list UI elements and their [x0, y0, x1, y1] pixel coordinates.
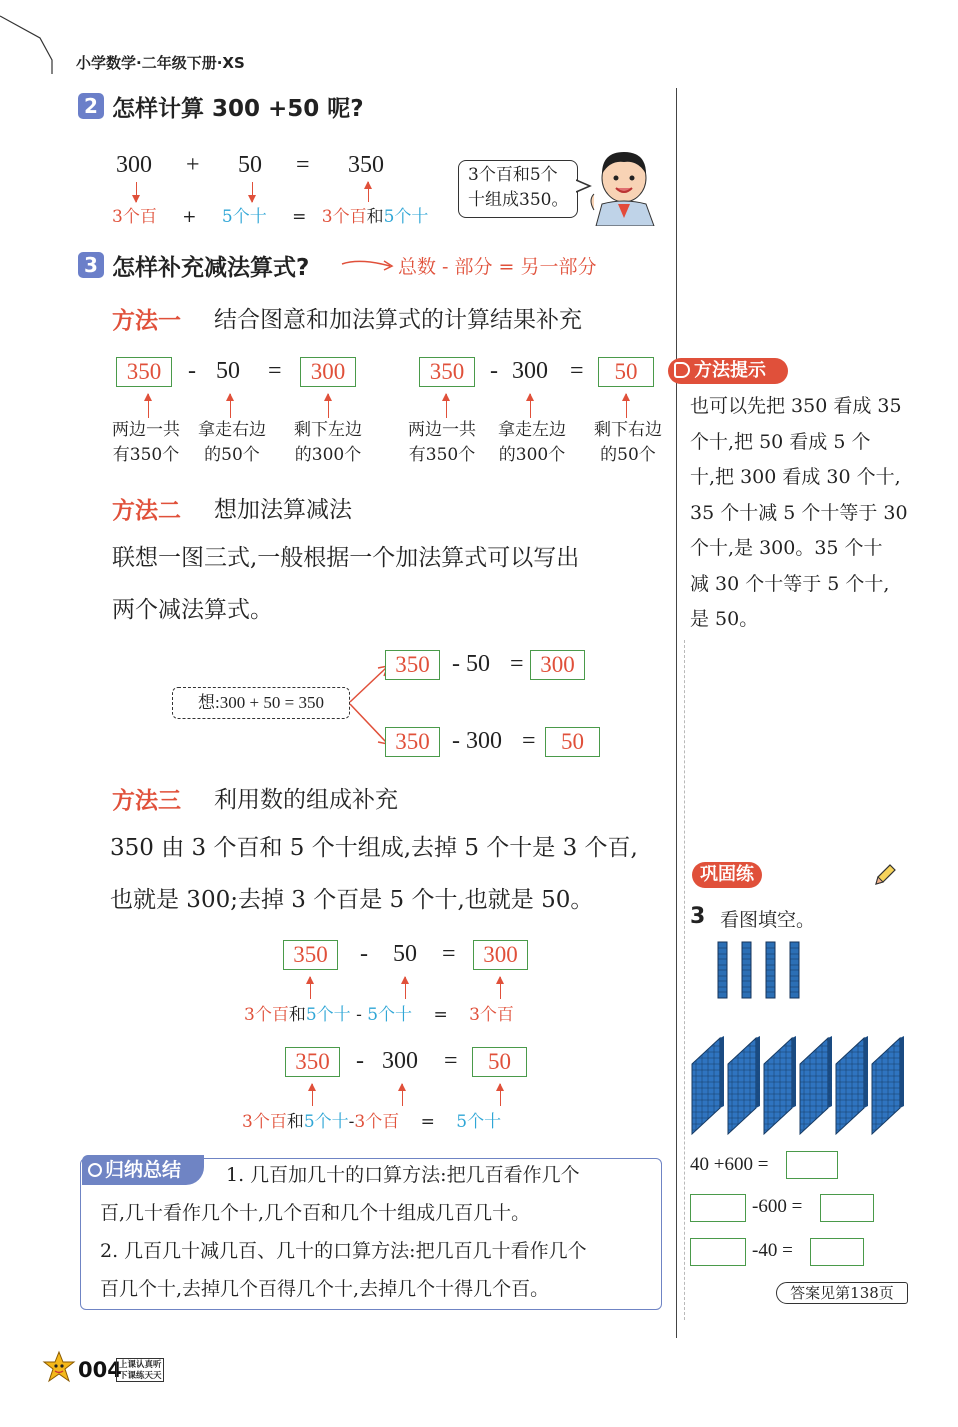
speech-bubble: [458, 160, 578, 218]
sec2-label-result-tens: 5个十: [383, 207, 429, 227]
m2-eq2-box-a: 350: [385, 727, 440, 757]
m3-eq1-labels: [244, 1000, 514, 1025]
m3-eq2-arrow-2: [402, 1084, 403, 1106]
m1-right-arrow-2: [530, 394, 531, 418]
tip-badge: [668, 358, 788, 384]
method-3-text: 利用数的组成补充: [214, 787, 398, 813]
summary-line-1: 1. 几百加几十的口算方法:把几百看作几个: [226, 1164, 580, 1186]
m3-eq2-op: -: [356, 1048, 364, 1074]
page-header: 小学数学·二年级下册·XS: [76, 54, 245, 72]
method-1-text: 结合图意和加法算式的计算结果补充: [214, 307, 582, 333]
m1-right-label-2-line-1: 拿走左边: [498, 420, 566, 440]
sec2-arrow-3: [368, 182, 369, 202]
section-3-title: 怎样补充减法算式?: [112, 255, 310, 281]
m3-eq1-lbl-tens: 5个十: [305, 1005, 351, 1025]
m1-left-arrow-2: [230, 394, 231, 418]
m1-left-b: 50: [216, 358, 240, 384]
m1-right-box-c: 50: [598, 357, 654, 387]
method-1-label: 方法一: [112, 308, 181, 334]
sec2-label-equals: =: [292, 207, 307, 227]
method-2-body-line-2: 两个减法算式。: [112, 597, 273, 623]
practice-input-2a[interactable]: [690, 1194, 746, 1222]
page-corner-decoration: [0, 0, 60, 80]
practice-input-3a[interactable]: [690, 1238, 746, 1266]
m3-eq2-arrow-1: [312, 1084, 313, 1106]
m1-right-box-a: 350: [419, 357, 475, 387]
m3-eq1-op: -: [360, 941, 368, 967]
m1-right-label-2: [490, 418, 574, 468]
m3-eq2-eq: =: [444, 1048, 458, 1074]
m3-eq2-labels: [242, 1107, 501, 1132]
method-3-body: [110, 822, 638, 926]
summary-badge: [82, 1155, 204, 1185]
sec2-eq-350: 350: [348, 152, 384, 178]
tip-line-3: 十,把 300 看成 30 个十,: [690, 466, 901, 488]
sec2-label-result-hundreds: 3个百: [321, 207, 367, 227]
tip-line-2: 个十,把 50 看成 5 个: [690, 430, 871, 453]
m2-eq2-box-c: 50: [545, 727, 600, 757]
practice-answer-3[interactable]: [810, 1238, 864, 1266]
tip-badge-label: 方法提示: [694, 360, 766, 381]
m3-eq1-arrow-2: [405, 977, 406, 999]
sec2-eq-300: 300: [116, 152, 152, 178]
m3-eq1-lbl-sub: 5个十: [367, 1005, 413, 1025]
m1-left-label-2-line-1: 拿走右边: [198, 420, 266, 440]
section-2-number: 2: [78, 93, 104, 119]
sec2-eq-50: 50: [238, 152, 262, 178]
method-3-body-line-2: 也就是 300;去掉 3 个百是 5 个十,也就是 50。: [110, 887, 594, 913]
m3-eq1-lbl-hundreds: 3个百: [244, 1005, 289, 1025]
method-3-label: 方法三: [112, 788, 181, 814]
summary-line-3: 2. 几百几十减几百、几十的口算方法:把几百几十看作几个: [100, 1240, 587, 1262]
m1-left-label-1: [104, 418, 188, 468]
m1-left-op: -: [188, 358, 196, 384]
summary-line-2: 百,几十看作几个十,几个百和几个十组成几百几十。: [100, 1202, 531, 1224]
practice-answer-2[interactable]: [820, 1194, 874, 1222]
method-2-body-line-1: 联想一图三式,一般根据一个加法算式可以写出: [112, 545, 580, 571]
answer-reference: 答案见第138页: [776, 1282, 908, 1304]
sec2-label-plus: +: [182, 207, 197, 227]
m3-eq2-b: 300: [382, 1048, 418, 1074]
m1-left-box-a: 350: [116, 357, 172, 387]
bubble-line-2: 十组成350。: [468, 190, 569, 210]
m1-left-label-1-line-1: 两边一共: [112, 420, 180, 440]
m3-eq1-arrow-3: [500, 977, 501, 999]
m3-eq2-lbl-minus: -: [348, 1112, 355, 1132]
summary-badge-label: 归纳总结: [105, 1159, 182, 1181]
tip-body: [690, 389, 908, 638]
m1-left-arrow-3: [328, 394, 329, 418]
practice-badge: 巩固练: [692, 862, 762, 888]
practice-number: 3: [690, 904, 706, 929]
m1-right-label-3-line-1: 剩下右边: [594, 420, 662, 440]
m3-eq1-lbl-result: 3个百: [469, 1005, 514, 1025]
m1-right-label-3: [586, 418, 670, 468]
practice-answer-1[interactable]: [786, 1151, 838, 1179]
m3-eq2-lbl-result: 5个十: [456, 1112, 502, 1132]
m1-right-label-1-line-1: 两边一共: [408, 420, 476, 440]
m3-eq1-arrow-1: [310, 977, 311, 999]
m1-left-label-2: [190, 418, 274, 468]
tens-rods-illustration: [716, 940, 800, 1002]
m1-left-arrow-1: [148, 394, 149, 418]
m1-left-label-3-line-2: 的300个: [294, 445, 362, 465]
m1-left-label-3-line-1: 剩下左边: [294, 420, 362, 440]
margin-dashed-line: [684, 640, 685, 1320]
sec2-label-and: 和: [366, 207, 384, 227]
m1-right-label-1: [400, 418, 484, 468]
section-2-title: 怎样计算 300 +50 呢?: [112, 96, 364, 122]
sec2-eq-equals: =: [296, 152, 310, 178]
sec2-arrow-2: [252, 182, 253, 202]
m1-left-label-2-line-2: 的50个: [204, 445, 260, 465]
m3-eq2-arrow-3: [500, 1084, 501, 1106]
m3-eq2-box-c: 50: [472, 1047, 527, 1077]
star-mascot-icon: [42, 1350, 76, 1384]
m1-right-arrow-1: [446, 394, 447, 418]
m3-eq1-box-c: 300: [473, 940, 528, 970]
m2-eq1-box-a: 350: [385, 650, 440, 680]
m3-eq2-lbl-tens: 5个十: [303, 1112, 349, 1132]
m1-left-eq: =: [268, 358, 282, 384]
practice-title: 看图填空。: [720, 909, 816, 931]
m3-eq1-eq: =: [442, 941, 456, 967]
m3-eq2-lbl-and: 和: [286, 1112, 304, 1132]
method-2-text: 想加法算减法: [214, 497, 352, 523]
m1-right-op: -: [490, 358, 498, 384]
m2-eq2-op: - 300: [452, 728, 502, 754]
think-box: 想:300 + 50 = 350: [172, 687, 350, 719]
m3-eq2-box-a: 350: [285, 1047, 340, 1077]
section-3-number: 3: [78, 252, 104, 278]
tip-line-1: 也可以先把 350 看成 35: [690, 395, 902, 417]
m1-right-label-2-line-2: 的300个: [498, 445, 566, 465]
m3-eq1-box-a: 350: [283, 940, 338, 970]
m1-left-label-3: [286, 418, 370, 468]
practice-eq-1: 40 +600 =: [690, 1154, 769, 1175]
m3-eq2-lbl-sub: 3个百: [354, 1112, 400, 1132]
m2-eq1-op: - 50: [452, 651, 490, 677]
tip-line-5: 个十,是 300。35 个十: [690, 537, 883, 559]
footer-slogan: [116, 1358, 164, 1382]
hint-arrow: [340, 256, 396, 272]
m3-eq1-b: 50: [393, 941, 417, 967]
m1-right-label-3-line-2: 的50个: [600, 445, 656, 465]
column-divider: [676, 88, 677, 1338]
m3-eq2-lbl-eq: =: [420, 1112, 435, 1132]
footer-slogan-line-2: 下课练天天: [119, 1371, 162, 1381]
section-3-hint: 总数 - 部分 = 另一部分: [398, 256, 597, 278]
m3-eq1-lbl-eq: =: [433, 1005, 448, 1025]
boy-illustration: [588, 148, 660, 226]
m3-eq1-lbl-minus: -: [356, 1005, 362, 1025]
practice-eq-3: -40 =: [752, 1240, 793, 1261]
sec2-label-5-tens: 5个十: [221, 207, 267, 227]
m2-eq1-eq: =: [510, 651, 524, 677]
m1-left-box-c: 300: [300, 357, 356, 387]
bubble-line-1: 3个百和5个: [468, 165, 558, 185]
m1-left-label-1-line-2: 有350个: [112, 445, 180, 465]
tip-line-4: 35 个十减 5 个十等于 30: [690, 501, 908, 524]
summary-badge-icon: [88, 1163, 102, 1177]
pointing-hand-icon: [674, 362, 690, 378]
m1-right-b: 300: [512, 358, 548, 384]
m2-eq2-eq: =: [522, 728, 536, 754]
sec2-arrow-1: [136, 182, 137, 202]
practice-eq-2: -600 =: [752, 1196, 803, 1217]
m3-eq1-lbl-and: 和: [288, 1005, 306, 1025]
summary-line-4: 百几个十,去掉几个百得几个十,去掉几个十得几个百。: [100, 1278, 550, 1300]
sec2-bottom-row: [112, 202, 428, 227]
sec2-eq-plus: +: [186, 152, 200, 178]
method-2-body: [112, 532, 579, 636]
m1-right-label-1-line-2: 有350个: [408, 445, 476, 465]
m1-right-arrow-3: [626, 394, 627, 418]
method-2-label: 方法二: [112, 498, 181, 524]
m3-eq2-lbl-hundreds: 3个百: [242, 1112, 287, 1132]
page-number: 004: [78, 1358, 122, 1382]
pencil-icon: [872, 862, 898, 888]
method-3-body-line-1: 350 由 3 个百和 5 个十组成,去掉 5 个十是 3 个百,: [110, 835, 638, 861]
sec2-label-3-hundreds: 3个百: [112, 207, 157, 227]
m2-eq1-box-c: 300: [530, 650, 585, 680]
m1-right-eq: =: [570, 358, 584, 384]
footer-slogan-line-1: 上课认真听: [119, 1360, 162, 1370]
hundred-flats-illustration: [690, 1034, 912, 1138]
tip-line-6: 减 30 个十等于 5 个十,: [690, 572, 890, 595]
tip-line-7: 是 50。: [690, 608, 759, 630]
